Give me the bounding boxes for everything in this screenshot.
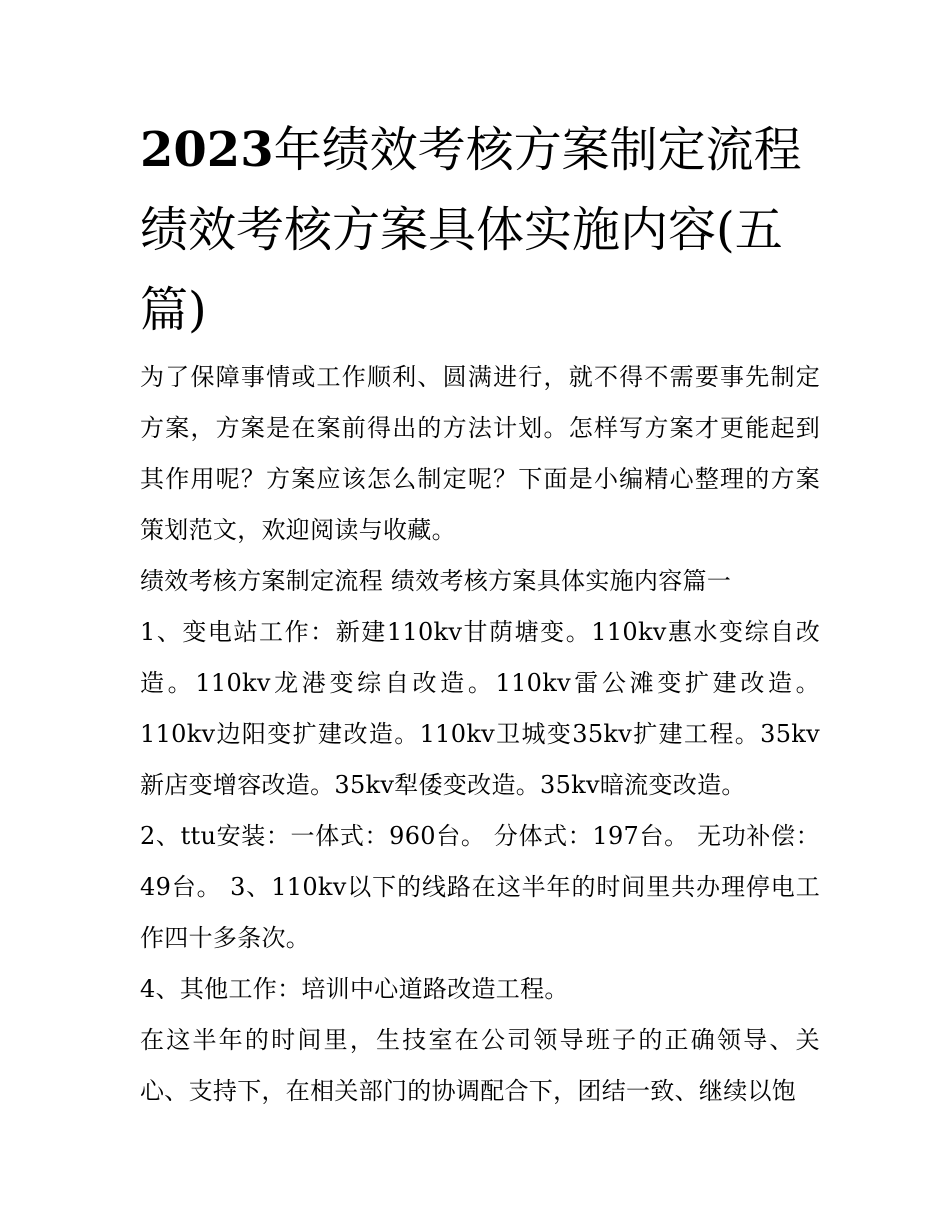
intro-paragraph: 为了保障事情或工作顺利、圆满进行，就不得不需要事先制定方案，方案是在案前得出的方法计划。怎样写方案才更能起到其作用呢？方案应该怎么制定呢？下面是小编精心整理的方案策划范文，欢迎阅读与收藏。 [140, 363, 820, 544]
title-text: 年绩效考核方案制定流程绩效考核方案具体实施内容(五篇) [140, 122, 802, 338]
item-substation-work: 1、变电站工作：新建110kv甘荫塘变。110kv惠水变综自改造。110kv龙港变综自改造。110kv雷公滩变扩建改造。110kv边阳变扩建改造。110kv卫城变35kv扩建工程。35kv新店变增容改造。35kv犁倭变改造。35kv暗流变改造。 [140, 618, 820, 799]
title-year: 2023 [140, 122, 274, 178]
item-other-work: 4、其他工作：培训中心道路改造工程。 [140, 975, 569, 1003]
page-title [140, 110, 820, 350]
document-body [140, 352, 820, 1117]
section-heading: 绩效考核方案制定流程 绩效考核方案具体实施内容篇一 [140, 567, 732, 595]
item-ttu-installation: 2、ttu安装：一体式：960台。 分体式：197台。 无功补偿：49台。 3、110kv以下的线路在这半年的时间里共办理停电工作四十多条次。 [140, 822, 820, 952]
summary-paragraph: 在这半年的时间里，生技室在公司领导班子的正确领导、关心、支持下，在相关部门的协调配合下，团结一致、继续以饱 [140, 1026, 820, 1105]
